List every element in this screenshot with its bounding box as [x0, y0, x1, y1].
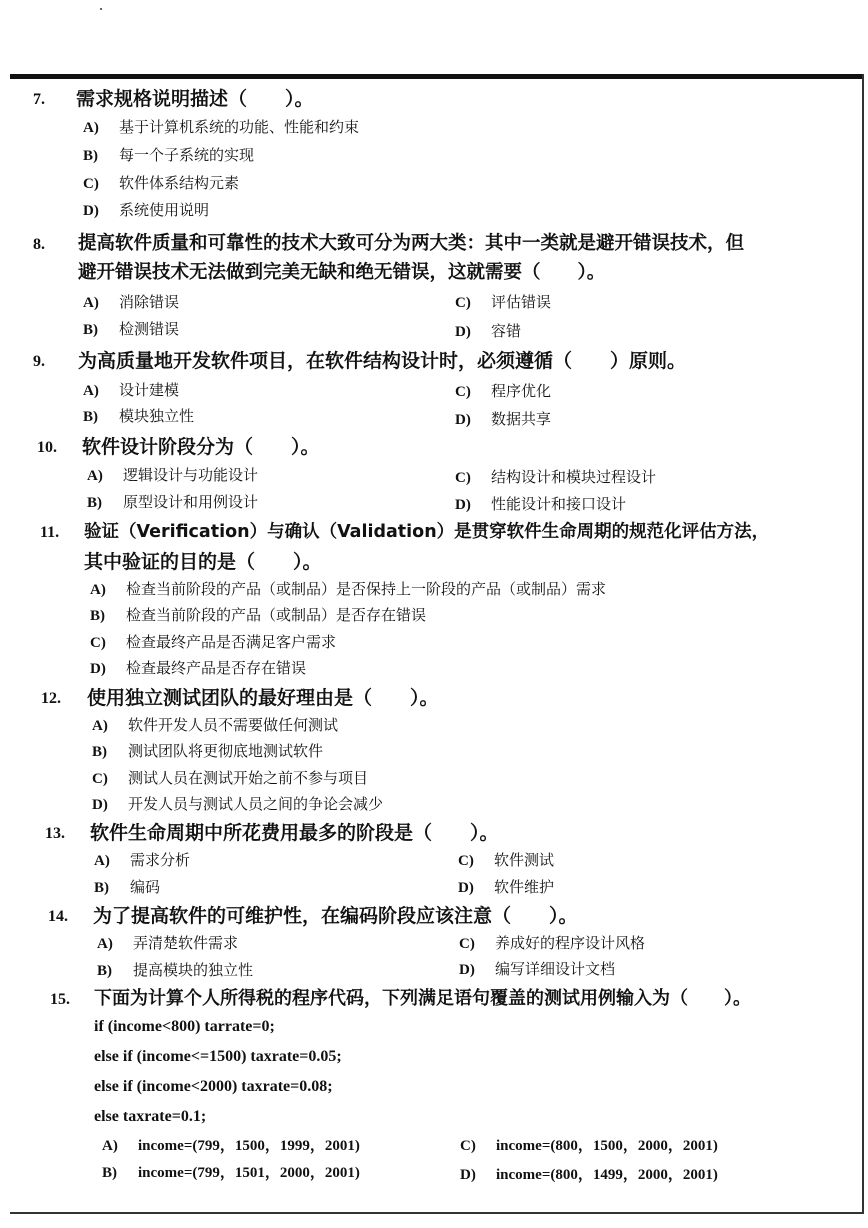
option-a[interactable]: A) 软件开发人员不需要做任何测试	[92, 716, 339, 734]
question-stem: 使用独立测试团队的最好理由是（ ）。	[87, 687, 439, 709]
question-stem: 为高质量地开发软件项目，在软件结构设计时，必须遵循（ ）原则。	[78, 350, 687, 372]
option-d[interactable]: D) 编写详细设计文档	[459, 960, 616, 978]
question-number: 15.	[50, 991, 70, 1008]
code-line-1: if (income<800) tarrate=0;	[94, 1018, 275, 1035]
question-stem: 软件生命周期中所花费用最多的阶段是（ ）。	[90, 822, 499, 844]
option-a[interactable]: A) 消除错误	[83, 293, 180, 311]
option-b[interactable]: B) 测试团队将更彻底地测试软件	[92, 742, 324, 760]
option-c[interactable]: C) 软件体系结构元素	[83, 174, 240, 192]
option-b[interactable]: B) 检测错误	[83, 320, 180, 338]
question-stem-line1: 验证（Verification）与确认（Validation）是贯穿软件生命周期的规范化评估方法，	[84, 522, 770, 542]
option-b[interactable]: B) 检查当前阶段的产品（或制品）是否存在错误	[90, 606, 427, 624]
question-number: 10.	[37, 439, 57, 456]
question-stem-line1: 提高软件质量和可靠性的技术大致可分为两大类：其中一类就是避开错误技术，但	[78, 233, 745, 254]
code-line-3: else if (income<2000) taxrate=0.08;	[94, 1078, 333, 1095]
option-b[interactable]: B) 编码	[94, 878, 161, 896]
option-c[interactable]: C) income=(800，1500，2000，2001)	[460, 1138, 718, 1154]
question-number: 12.	[41, 690, 61, 707]
top-rule	[10, 74, 862, 79]
option-a[interactable]: A) 逻辑设计与功能设计	[87, 466, 259, 484]
question-number: 8.	[33, 236, 45, 253]
option-a[interactable]: A) 设计建模	[83, 381, 180, 399]
option-d[interactable]: D) 容错	[455, 322, 522, 340]
option-d[interactable]: D) 系统使用说明	[83, 201, 210, 219]
option-c[interactable]: C) 结构设计和模块过程设计	[455, 468, 657, 486]
question-number: 11.	[40, 524, 60, 541]
option-a[interactable]: A) 需求分析	[94, 851, 191, 869]
bottom-rule	[10, 1212, 862, 1214]
question-stem-line2: 其中验证的目的是（ ）。	[84, 551, 322, 573]
option-d[interactable]: D) income=(800，1499，2000，2001)	[460, 1167, 718, 1183]
question-stem: 软件设计阶段分为（ ）。	[82, 436, 320, 458]
option-c[interactable]: C) 程序优化	[455, 382, 552, 400]
question-number: 9.	[33, 353, 45, 370]
option-a[interactable]: A) 基于计算机系统的功能、性能和约束	[83, 118, 360, 136]
option-c[interactable]: C) 测试人员在测试开始之前不参与项目	[92, 769, 369, 787]
option-a[interactable]: A) 弄清楚软件需求	[97, 934, 239, 952]
option-d[interactable]: D) 数据共享	[455, 410, 552, 428]
option-a[interactable]: A) 检查当前阶段的产品（或制品）是否保持上一阶段的产品（或制品）需求	[90, 580, 607, 598]
code-line-2: else if (income<=1500) taxrate=0.05;	[94, 1048, 342, 1065]
question-stem: 需求规格说明描述（ ）。	[76, 88, 314, 110]
question-number: 13.	[45, 825, 65, 842]
option-b[interactable]: B) 模块独立性	[83, 407, 195, 425]
question-stem-line2: 避开错误技术无法做到完美无缺和绝无错误，这就需要（ ）。	[78, 262, 606, 283]
question-stem: 下面为计算个人所得税的程序代码，下列满足语句覆盖的测试用例输入为（ ）。	[94, 988, 751, 1009]
question-number: 7.	[33, 91, 45, 108]
option-b[interactable]: B) 提高模块的独立性	[97, 961, 254, 979]
scan-mark	[100, 8, 102, 10]
option-d[interactable]: D) 开发人员与测试人员之间的争论会减少	[92, 795, 384, 813]
option-c[interactable]: C) 软件测试	[458, 851, 555, 869]
option-a[interactable]: A) income=(799，1500，1999，2001)	[102, 1138, 360, 1154]
option-c[interactable]: C) 养成好的程序设计风格	[459, 934, 646, 952]
right-border	[862, 74, 864, 1214]
option-d[interactable]: D) 检查最终产品是否存在错误	[90, 659, 307, 677]
option-b[interactable]: B) income=(799，1501，2000，2001)	[102, 1165, 360, 1181]
option-b[interactable]: B) 每一个子系统的实现	[83, 146, 255, 164]
question-number: 14.	[48, 908, 68, 925]
option-c[interactable]: C) 检查最终产品是否满足客户需求	[90, 633, 337, 651]
option-b[interactable]: B) 原型设计和用例设计	[87, 493, 259, 511]
code-line-4: else taxrate=0.1;	[94, 1108, 207, 1125]
option-d[interactable]: D) 软件维护	[458, 878, 555, 896]
question-stem: 为了提高软件的可维护性，在编码阶段应该注意（ ）。	[93, 905, 578, 927]
option-c[interactable]: C) 评估错误	[455, 293, 552, 311]
option-d[interactable]: D) 性能设计和接口设计	[455, 495, 627, 513]
